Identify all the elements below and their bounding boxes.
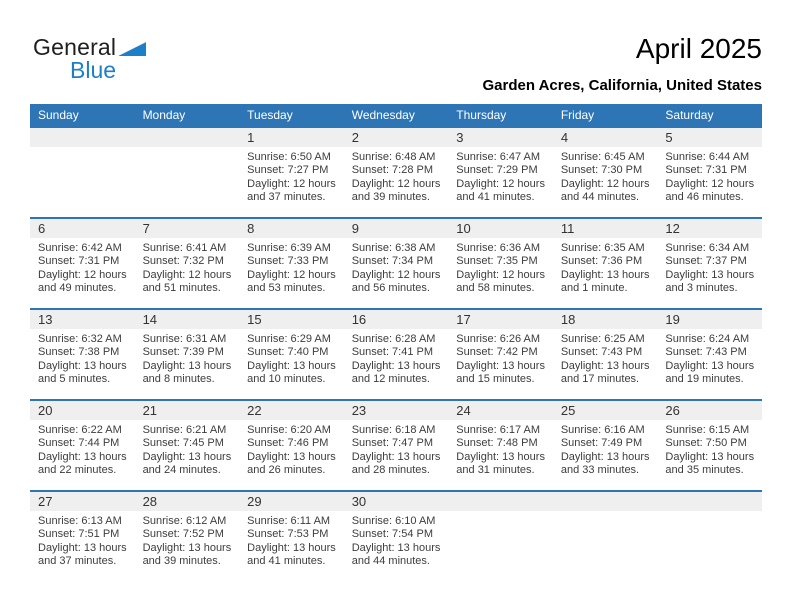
page-subtitle: Garden Acres, California, United States [482,77,762,94]
day-number: 4 [553,128,658,147]
sunrise-text: Sunrise: 6:50 AM [247,151,331,163]
day-cell [448,128,553,217]
day-header-wednesday: Wednesday [351,108,415,122]
day-header-friday: Friday [560,108,595,122]
logo-line1 [33,36,146,59]
daylight-text: Daylight: 12 hours [456,177,545,190]
daylight-text: Daylight: 12 hours [38,268,127,281]
day-cell [553,219,658,308]
day-number [448,492,553,511]
sunset-text: Sunset: 7:31 PM [38,255,120,268]
day-cell [135,401,240,490]
day-cell [239,492,344,581]
sunrise-text: Sunrise: 6:26 AM [456,333,541,345]
day-cell [344,310,449,399]
daylight-text: Daylight: 13 hours [38,359,127,372]
daylight-text: Daylight: 12 hours [665,177,755,190]
day-cell [30,492,135,581]
daylight-text: Daylight: 13 hours [142,359,232,372]
day-cell [239,128,344,217]
sunset-text: Sunset: 7:32 PM [142,255,224,268]
day-number: 30 [344,492,449,511]
day-number: 5 [657,128,762,147]
daylight-text: Daylight: 13 hours [38,541,127,554]
daylight-text: and 26 minutes. [247,464,326,477]
day-of-week-header-row [30,104,762,126]
day-cell [135,310,240,399]
sunrise-text: Sunrise: 6:29 AM [247,333,331,345]
day-number [30,128,135,147]
day-number: 14 [135,310,240,329]
day-number: 29 [239,492,344,511]
daylight-text: and 58 minutes. [456,282,535,295]
day-number: 28 [135,492,240,511]
sunrise-text: Sunrise: 6:45 AM [560,151,645,163]
sunrise-text: Sunrise: 6:31 AM [142,333,227,345]
sunset-text: Sunset: 7:54 PM [351,528,434,541]
sunrise-text: Sunrise: 6:35 AM [560,242,645,254]
daylight-text: Daylight: 13 hours [456,359,545,372]
daylight-text: and 46 minutes. [665,191,744,204]
daylight-text: and 24 minutes. [142,464,221,477]
empty-day-cell [448,492,553,581]
sunset-text: Sunset: 7:49 PM [560,437,643,450]
daylight-text: and 19 minutes. [665,373,744,386]
sunset-text: Sunset: 7:48 PM [456,437,538,450]
sunset-text: Sunset: 7:39 PM [142,346,224,359]
sunrise-text: Sunrise: 6:28 AM [351,333,436,345]
sunrise-text: Sunrise: 6:32 AM [38,333,122,345]
sunrise-text: Sunrise: 6:22 AM [38,424,122,436]
empty-day-cell [135,128,240,217]
sunrise-text: Sunrise: 6:36 AM [456,242,541,254]
sunset-text: Sunset: 7:33 PM [247,255,329,268]
day-number: 26 [657,401,762,420]
logo-general-text: General [33,34,117,60]
sunrise-text: Sunrise: 6:24 AM [665,333,750,345]
sunset-text: Sunset: 7:50 PM [665,437,747,450]
day-number: 9 [344,219,449,238]
day-number: 23 [344,401,449,420]
day-number: 12 [657,219,762,238]
sunset-text: Sunset: 7:45 PM [142,437,224,450]
daylight-text: Daylight: 13 hours [351,450,441,463]
empty-day-cell [657,492,762,581]
sunrise-text: Sunrise: 6:16 AM [560,424,645,436]
sunset-text: Sunset: 7:38 PM [38,346,120,359]
daylight-text: Daylight: 12 hours [247,177,336,190]
daylight-text: and 10 minutes. [247,373,326,386]
sunrise-text: Sunrise: 6:38 AM [351,242,436,254]
sunset-text: Sunset: 7:46 PM [247,437,329,450]
day-cell [657,128,762,217]
day-cell [448,401,553,490]
daylight-text: Daylight: 13 hours [560,450,650,463]
daylight-text: and 31 minutes. [456,464,535,477]
daylight-text: Daylight: 13 hours [142,450,232,463]
sunrise-text: Sunrise: 6:15 AM [665,424,750,436]
sunset-text: Sunset: 7:27 PM [247,164,329,177]
sunrise-text: Sunrise: 6:13 AM [38,515,122,527]
week-row [30,217,762,308]
day-number: 20 [30,401,135,420]
daylight-text: and 5 minutes. [38,373,111,386]
day-cell [239,401,344,490]
daylight-text: Daylight: 12 hours [456,268,545,281]
sunset-text: Sunset: 7:29 PM [456,164,538,177]
day-number: 21 [135,401,240,420]
daylight-text: Daylight: 13 hours [247,541,336,554]
day-header-thursday: Thursday [456,108,507,122]
sunrise-text: Sunrise: 6:25 AM [560,333,645,345]
day-cell [135,219,240,308]
daylight-text: Daylight: 13 hours [142,541,232,554]
sunrise-text: Sunrise: 6:34 AM [665,242,750,254]
daylight-text: Daylight: 13 hours [38,450,127,463]
daylight-text: Daylight: 13 hours [247,450,336,463]
day-header-monday: Monday [142,108,186,122]
sunrise-text: Sunrise: 6:11 AM [247,515,331,527]
daylight-text: and 51 minutes. [142,282,221,295]
daylight-text: Daylight: 12 hours [247,268,336,281]
daylight-text: Daylight: 13 hours [560,359,650,372]
day-cell [553,128,658,217]
day-cell [448,219,553,308]
sunset-text: Sunset: 7:30 PM [560,164,643,177]
day-number: 6 [30,219,135,238]
daylight-text: Daylight: 13 hours [665,268,755,281]
day-number [657,492,762,511]
day-cell [553,401,658,490]
day-number: 10 [448,219,553,238]
day-cell [30,401,135,490]
logo [33,36,146,82]
day-number: 25 [553,401,658,420]
day-cell [30,310,135,399]
day-header-saturday: Saturday [665,108,714,122]
daylight-text: Daylight: 12 hours [351,177,441,190]
weeks-container [30,126,762,581]
sunset-text: Sunset: 7:40 PM [247,346,329,359]
day-number [553,492,658,511]
sunset-text: Sunset: 7:28 PM [351,164,434,177]
daylight-text: Daylight: 12 hours [351,268,441,281]
sunrise-text: Sunrise: 6:21 AM [142,424,227,436]
sunset-text: Sunset: 7:47 PM [351,437,434,450]
calendar-grid [30,104,762,581]
sunset-text: Sunset: 7:35 PM [456,255,538,268]
daylight-text: and 37 minutes. [38,555,117,568]
sunrise-text: Sunrise: 6:12 AM [142,515,227,527]
day-number: 18 [553,310,658,329]
day-cell [657,310,762,399]
empty-day-cell [30,128,135,217]
day-number: 27 [30,492,135,511]
logo-triangle-icon [118,42,146,56]
sunset-text: Sunset: 7:36 PM [560,255,643,268]
sunrise-text: Sunrise: 6:41 AM [142,242,227,254]
daylight-text: and 49 minutes. [38,282,117,295]
daylight-text: and 56 minutes. [351,282,430,295]
page-title: April 2025 [635,33,762,64]
day-number: 3 [448,128,553,147]
daylight-text: Daylight: 12 hours [560,177,650,190]
daylight-text: and 41 minutes. [456,191,535,204]
sunrise-text: Sunrise: 6:48 AM [351,151,436,163]
week-row [30,308,762,399]
day-cell [448,310,553,399]
sunrise-text: Sunrise: 6:17 AM [456,424,541,436]
daylight-text: and 17 minutes. [560,373,640,386]
daylight-text: and 35 minutes. [665,464,744,477]
day-number [135,128,240,147]
day-number: 19 [657,310,762,329]
sunrise-text: Sunrise: 6:10 AM [351,515,436,527]
day-number: 13 [30,310,135,329]
sunset-text: Sunset: 7:41 PM [351,346,434,359]
day-number: 15 [239,310,344,329]
daylight-text: and 53 minutes. [247,282,326,295]
day-cell [344,492,449,581]
daylight-text: and 39 minutes. [142,555,221,568]
daylight-text: and 15 minutes. [456,373,535,386]
daylight-text: Daylight: 12 hours [142,268,232,281]
sunrise-text: Sunrise: 6:39 AM [247,242,331,254]
day-cell [239,310,344,399]
daylight-text: and 3 minutes. [665,282,738,295]
day-header-tuesday: Tuesday [247,108,293,122]
sunset-text: Sunset: 7:53 PM [247,528,329,541]
day-number: 22 [239,401,344,420]
day-cell [135,492,240,581]
week-row [30,490,762,581]
day-cell [30,219,135,308]
daylight-text: and 44 minutes. [560,191,640,204]
daylight-text: and 39 minutes. [351,191,430,204]
day-cell [657,401,762,490]
day-number: 2 [344,128,449,147]
day-cell [344,128,449,217]
logo-blue-text: Blue [70,57,117,83]
day-cell [553,310,658,399]
daylight-text: and 28 minutes. [351,464,430,477]
sunset-text: Sunset: 7:42 PM [456,346,538,359]
day-cell [239,219,344,308]
day-number: 7 [135,219,240,238]
daylight-text: and 1 minute. [560,282,628,295]
daylight-text: Daylight: 13 hours [351,359,441,372]
daylight-text: Daylight: 13 hours [665,450,755,463]
sunset-text: Sunset: 7:37 PM [665,255,747,268]
daylight-text: and 12 minutes. [351,373,430,386]
sunrise-text: Sunrise: 6:44 AM [665,151,750,163]
week-row [30,126,762,217]
empty-day-cell [553,492,658,581]
daylight-text: and 37 minutes. [247,191,326,204]
sunrise-text: Sunrise: 6:18 AM [351,424,436,436]
sunrise-text: Sunrise: 6:20 AM [247,424,331,436]
sunrise-text: Sunrise: 6:47 AM [456,151,541,163]
day-number: 1 [239,128,344,147]
sunset-text: Sunset: 7:51 PM [38,528,120,541]
daylight-text: Daylight: 13 hours [456,450,545,463]
daylight-text: and 41 minutes. [247,555,326,568]
week-row [30,399,762,490]
sunset-text: Sunset: 7:44 PM [38,437,120,450]
sunset-text: Sunset: 7:52 PM [142,528,224,541]
daylight-text: Daylight: 13 hours [560,268,650,281]
sunrise-text: Sunrise: 6:42 AM [38,242,122,254]
daylight-text: and 22 minutes. [38,464,117,477]
daylight-text: and 44 minutes. [351,555,430,568]
day-cell [344,401,449,490]
daylight-text: Daylight: 13 hours [247,359,336,372]
day-header-sunday: Sunday [38,108,79,122]
sunset-text: Sunset: 7:31 PM [665,164,747,177]
day-number: 17 [448,310,553,329]
day-cell [344,219,449,308]
titles [482,33,762,94]
daylight-text: and 33 minutes. [560,464,640,477]
daylight-text: Daylight: 13 hours [351,541,441,554]
day-number: 8 [239,219,344,238]
day-number: 11 [553,219,658,238]
daylight-text: Daylight: 13 hours [665,359,755,372]
day-number: 24 [448,401,553,420]
sunset-text: Sunset: 7:43 PM [560,346,643,359]
daylight-text: and 8 minutes. [142,373,215,386]
day-number: 16 [344,310,449,329]
sunset-text: Sunset: 7:43 PM [665,346,747,359]
day-cell [657,219,762,308]
sunset-text: Sunset: 7:34 PM [351,255,434,268]
